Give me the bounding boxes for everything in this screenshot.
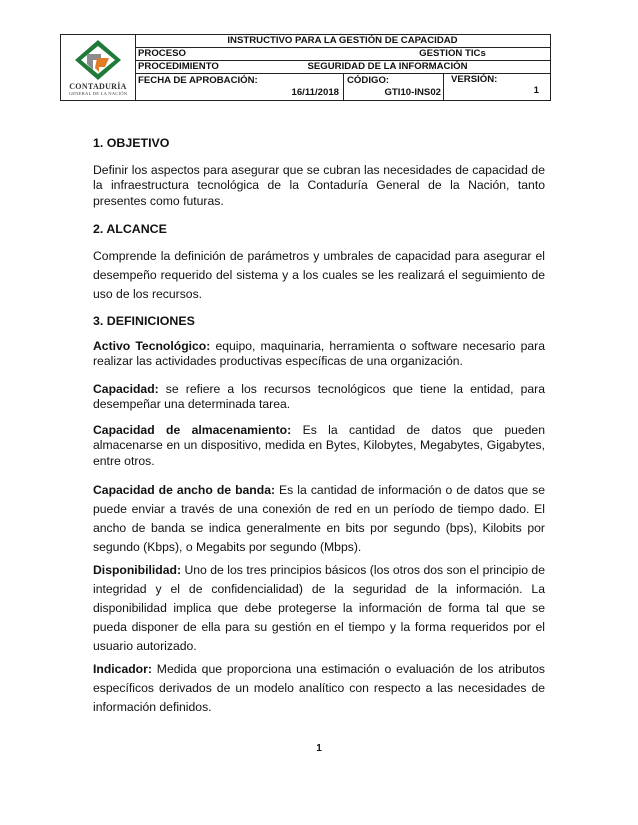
definition-term: Capacidad: [93, 382, 159, 396]
definition-term: Activo Tecnológico: [93, 339, 211, 353]
alcance-paragraph-wrap [93, 247, 545, 304]
procedimiento-label: PROCEDIMIENTO [138, 61, 219, 72]
codigo-label: CÓDIGO: [347, 75, 390, 86]
definiciones-heading: 3. DEFINICIONES [93, 314, 195, 328]
definition-text: Medida que proporciona una estimación o evaluación de los atributos específicos derivados de un modelo analítico con respecto a las necesidades de información definidos. [93, 662, 545, 714]
header-title-row [135, 35, 550, 48]
fecha-label: FECHA DE APROBACIÓN: [138, 75, 258, 86]
section-objetivo [93, 136, 545, 150]
alcance-heading: 2. ALCANCE [93, 222, 167, 236]
definition-text: equipo, maquinaria, herramienta o software necesario para realizar las actividades productivas específicas de una organización. [93, 339, 545, 369]
alcance-paragraph: Comprende la definición de parámetros y umbrales de capacidad para asegurar el desempeño requerido del sistema y a los cuales se les realizará el seguimiento de uso de los recursos. [93, 249, 545, 301]
logo-name: CONTADURÍA [69, 82, 127, 91]
definition-item [93, 481, 545, 557]
header-procedimiento-row [135, 61, 550, 74]
version-value: 1 [533, 85, 539, 96]
section-definiciones [93, 314, 545, 328]
definition-term: Indicador: [93, 662, 152, 676]
definition-text: se refiere a los recursos tecnológicos que tiene la entidad, para desempeñar una determinada tarea. [93, 382, 545, 412]
document-header [60, 34, 551, 101]
objetivo-paragraph-wrap [93, 163, 545, 209]
codigo-cell [343, 74, 443, 100]
header-proceso-row [135, 48, 550, 61]
objetivo-paragraph: Definir los aspectos para asegurar que se cubran las necesidades de capacidad de la infraestructura tecnológica de la Contaduría General de la Nación, tanto presentes como futuras. [93, 163, 545, 208]
logo-cell [61, 35, 136, 100]
procedimiento-value: SEGURIDAD DE LA INFORMACIÓN [307, 61, 468, 72]
definition-item [93, 339, 545, 370]
definition-term: Capacidad de ancho de banda: [93, 483, 276, 497]
definition-term: Disponibilidad: [93, 563, 182, 577]
definition-text: Es la cantidad de información o de datos que se puede enviar a través de una conexión de red en un período de tiempo dado. El ancho de banda se indica generalmente en bits por segundo (bps), Kilobits por segundo (Kbps), o Megabits por segundo (Mbps). [93, 483, 545, 554]
contaduria-logo-icon [75, 40, 121, 80]
version-label: VERSIÓN: [451, 74, 498, 85]
proceso-value: GESTION TICs [419, 48, 486, 59]
definition-item [93, 561, 545, 656]
definition-text: Es la cantidad de datos que pueden almacenarse en un dispositivo, medida en Bytes, Kilobytes, Megabytes, Gigabytes, entre otros. [93, 423, 545, 468]
definition-item [93, 423, 545, 469]
fecha-value: 16/11/2018 [291, 87, 339, 98]
header-title: INSTRUCTIVO PARA LA GESTIÓN DE CAPACIDAD [227, 35, 458, 46]
page-number: 1 [316, 743, 322, 754]
version-cell [443, 74, 550, 100]
header-meta-row [135, 74, 550, 100]
objetivo-heading: 1. OBJETIVO [93, 136, 170, 150]
logo-subtitle: GENERAL DE LA NACIÓN [68, 91, 128, 96]
section-alcance [93, 222, 545, 236]
definition-text: Uno de los tres principios básicos (los otros dos son el principio de integridad y el de confidencialidad) de la seguridad de la información. La disponibilidad implica que debe protegerse la información de forma tal que se pueda disponer de ella para su gestión en el tiempo y la forma requeridos por el usuario autorizado. [93, 563, 545, 653]
definition-item [93, 382, 545, 413]
proceso-label: PROCESO [138, 48, 186, 59]
fecha-cell [135, 74, 343, 100]
definition-item [93, 660, 545, 717]
codigo-value: GTI10-INS02 [384, 87, 441, 98]
definition-term: Capacidad de almacenamiento: [93, 423, 292, 437]
